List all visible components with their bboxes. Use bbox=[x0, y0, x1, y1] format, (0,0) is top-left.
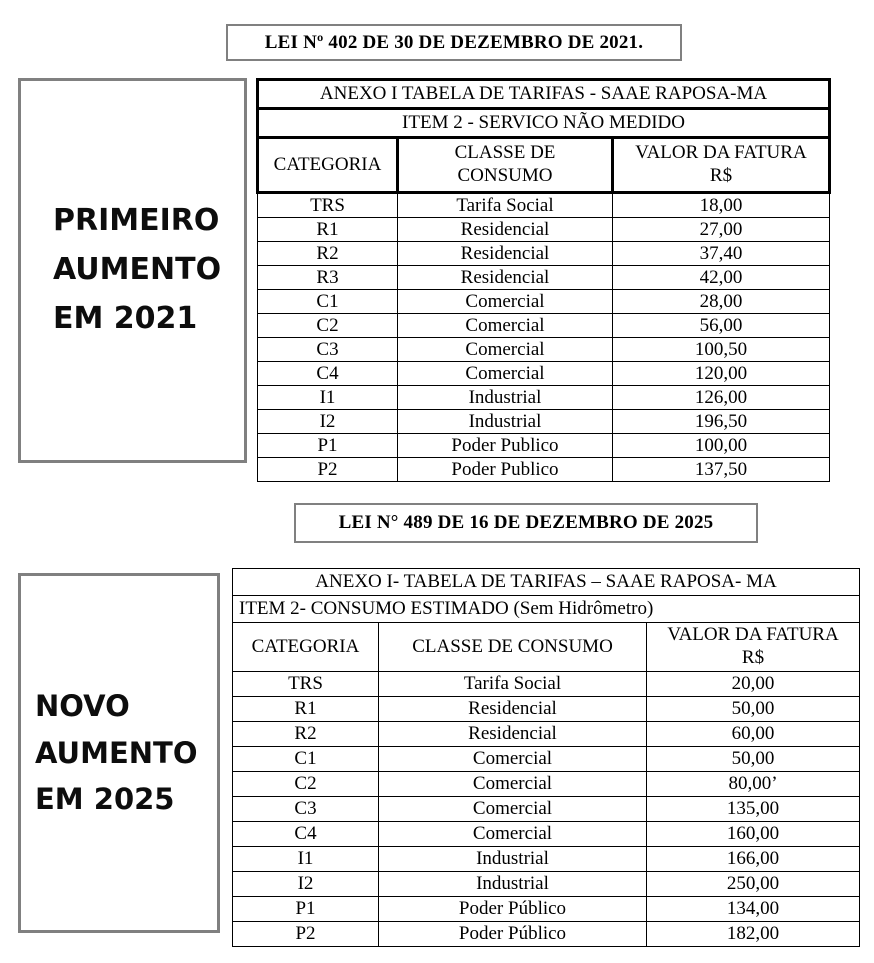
table-row bbox=[233, 747, 860, 772]
cell-classe: Comercial bbox=[379, 747, 647, 772]
cell-classe: Comercial bbox=[398, 290, 613, 314]
table-header-row bbox=[233, 623, 860, 672]
table-row bbox=[258, 458, 830, 482]
side-caption-line: AUMENTO bbox=[53, 252, 222, 288]
cell-categoria: R1 bbox=[233, 697, 379, 722]
table-row bbox=[258, 218, 830, 242]
cell-classe: Comercial bbox=[398, 362, 613, 386]
table-banner-row bbox=[233, 569, 860, 596]
table-title-item: ITEM 2 - SERVICO NÃO MEDIDO bbox=[258, 109, 830, 138]
column-header-categoria: CATEGORIA bbox=[233, 623, 379, 672]
column-header-valor-line2: R$ bbox=[709, 165, 733, 186]
cell-categoria: TRS bbox=[233, 672, 379, 697]
column-header-valor-line2: R$ bbox=[741, 647, 765, 668]
cell-classe: Poder Publico bbox=[398, 434, 613, 458]
side-caption-line: EM 2021 bbox=[53, 300, 198, 336]
table-row bbox=[233, 722, 860, 747]
cell-valor: 134,00 bbox=[647, 897, 860, 922]
cell-valor: 27,00 bbox=[613, 218, 830, 242]
cell-classe: Residencial bbox=[379, 722, 647, 747]
table-title-anexo: ANEXO I TABELA DE TARIFAS - SAAE RAPOSA-MA bbox=[258, 80, 830, 109]
cell-categoria: C2 bbox=[258, 314, 398, 338]
column-header-categoria: CATEGORIA bbox=[258, 138, 398, 193]
column-header-classe-line1: CLASSE DE bbox=[454, 142, 556, 164]
cell-classe: Tarifa Social bbox=[379, 672, 647, 697]
tariff-table-2021 bbox=[256, 78, 831, 482]
table-row bbox=[233, 797, 860, 822]
table-row bbox=[258, 314, 830, 338]
cell-classe: Poder Público bbox=[379, 922, 647, 947]
cell-categoria: P2 bbox=[233, 922, 379, 947]
cell-classe: Industrial bbox=[379, 872, 647, 897]
table-banner-row bbox=[258, 109, 830, 138]
cell-classe: Tarifa Social bbox=[398, 193, 613, 218]
cell-categoria: I1 bbox=[258, 386, 398, 410]
cell-classe: Residencial bbox=[379, 697, 647, 722]
cell-valor: 196,50 bbox=[613, 410, 830, 434]
table-title-item: ITEM 2- CONSUMO ESTIMADO (Sem Hidrômetro) bbox=[233, 596, 860, 623]
cell-categoria: P1 bbox=[258, 434, 398, 458]
cell-classe: Residencial bbox=[398, 218, 613, 242]
cell-valor: 56,00 bbox=[613, 314, 830, 338]
cell-valor: 42,00 bbox=[613, 266, 830, 290]
cell-valor: 80,00’ bbox=[647, 772, 860, 797]
cell-valor: 50,00 bbox=[647, 747, 860, 772]
tariff-table-2025 bbox=[232, 568, 860, 947]
column-header-valor-line1: VALOR DA FATURA bbox=[635, 142, 807, 164]
cell-valor: 18,00 bbox=[613, 193, 830, 218]
cell-categoria: TRS bbox=[258, 193, 398, 218]
cell-valor: 126,00 bbox=[613, 386, 830, 410]
cell-categoria: I2 bbox=[258, 410, 398, 434]
column-header-valor-fatura bbox=[613, 138, 830, 193]
cell-valor: 135,00 bbox=[647, 797, 860, 822]
cell-categoria: C4 bbox=[233, 822, 379, 847]
table-banner-row bbox=[258, 80, 830, 109]
column-header-valor-fatura bbox=[647, 623, 860, 672]
cell-categoria: R2 bbox=[233, 722, 379, 747]
cell-categoria: C3 bbox=[258, 338, 398, 362]
table-row bbox=[233, 897, 860, 922]
cell-classe: Comercial bbox=[379, 797, 647, 822]
cell-categoria: C1 bbox=[233, 747, 379, 772]
cell-categoria: P2 bbox=[258, 458, 398, 482]
table-row bbox=[258, 193, 830, 218]
table-row bbox=[233, 697, 860, 722]
side-caption-box-2021 bbox=[18, 78, 247, 463]
column-header-valor-line1: VALOR DA FATURA bbox=[667, 624, 839, 646]
cell-valor: 100,50 bbox=[613, 338, 830, 362]
cell-valor: 37,40 bbox=[613, 242, 830, 266]
cell-valor: 182,00 bbox=[647, 922, 860, 947]
cell-classe: Comercial bbox=[398, 314, 613, 338]
cell-categoria: C4 bbox=[258, 362, 398, 386]
cell-categoria: C2 bbox=[233, 772, 379, 797]
cell-categoria: R2 bbox=[258, 242, 398, 266]
table-row bbox=[233, 672, 860, 697]
cell-classe: Comercial bbox=[398, 338, 613, 362]
cell-classe: Poder Público bbox=[379, 897, 647, 922]
cell-categoria: R1 bbox=[258, 218, 398, 242]
side-caption-line: EM 2025 bbox=[35, 782, 175, 817]
table-row bbox=[258, 290, 830, 314]
table-row bbox=[233, 872, 860, 897]
table-row bbox=[233, 822, 860, 847]
table-row bbox=[233, 922, 860, 947]
cell-classe: Residencial bbox=[398, 266, 613, 290]
cell-categoria: I2 bbox=[233, 872, 379, 897]
table-title-anexo: ANEXO I- TABELA DE TARIFAS – SAAE RAPOSA- MA bbox=[233, 569, 860, 596]
side-caption-box-2025 bbox=[18, 573, 220, 933]
table-row bbox=[233, 847, 860, 872]
column-header-classe-consumo: CLASSE DE CONSUMO bbox=[379, 623, 647, 672]
side-caption-line: AUMENTO bbox=[35, 735, 198, 770]
table-row bbox=[233, 772, 860, 797]
table-banner-row bbox=[233, 596, 860, 623]
cell-categoria: C1 bbox=[258, 290, 398, 314]
cell-valor: 160,00 bbox=[647, 822, 860, 847]
table-row bbox=[258, 410, 830, 434]
cell-valor: 100,00 bbox=[613, 434, 830, 458]
table-row bbox=[258, 338, 830, 362]
table-row bbox=[258, 242, 830, 266]
table-header-row bbox=[258, 138, 830, 193]
cell-categoria: R3 bbox=[258, 266, 398, 290]
cell-valor: 250,00 bbox=[647, 872, 860, 897]
cell-classe: Residencial bbox=[398, 242, 613, 266]
side-caption-line: NOVO bbox=[35, 688, 130, 723]
cell-valor: 120,00 bbox=[613, 362, 830, 386]
cell-classe: Comercial bbox=[379, 822, 647, 847]
cell-categoria: C3 bbox=[233, 797, 379, 822]
cell-classe: Industrial bbox=[398, 410, 613, 434]
cell-classe: Industrial bbox=[379, 847, 647, 872]
law-title-banner-2021: LEI Nº 402 DE 30 DE DEZEMBRO DE 2021. bbox=[226, 24, 682, 61]
cell-categoria: P1 bbox=[233, 897, 379, 922]
table-row bbox=[258, 434, 830, 458]
side-caption-line: PRIMEIRO bbox=[53, 203, 220, 239]
cell-classe: Comercial bbox=[379, 772, 647, 797]
table-row bbox=[258, 362, 830, 386]
column-header-classe-consumo bbox=[398, 138, 613, 193]
cell-valor: 20,00 bbox=[647, 672, 860, 697]
cell-classe: Industrial bbox=[398, 386, 613, 410]
cell-valor: 60,00 bbox=[647, 722, 860, 747]
column-header-classe-line2: CONSUMO bbox=[457, 165, 553, 186]
cell-valor: 28,00 bbox=[613, 290, 830, 314]
cell-valor: 166,00 bbox=[647, 847, 860, 872]
table-row bbox=[258, 386, 830, 410]
cell-categoria: I1 bbox=[233, 847, 379, 872]
cell-valor: 50,00 bbox=[647, 697, 860, 722]
cell-classe: Poder Publico bbox=[398, 458, 613, 482]
table-row bbox=[258, 266, 830, 290]
cell-valor: 137,50 bbox=[613, 458, 830, 482]
law-title-banner-2025: LEI N° 489 DE 16 DE DEZEMBRO DE 2025 bbox=[294, 503, 758, 543]
